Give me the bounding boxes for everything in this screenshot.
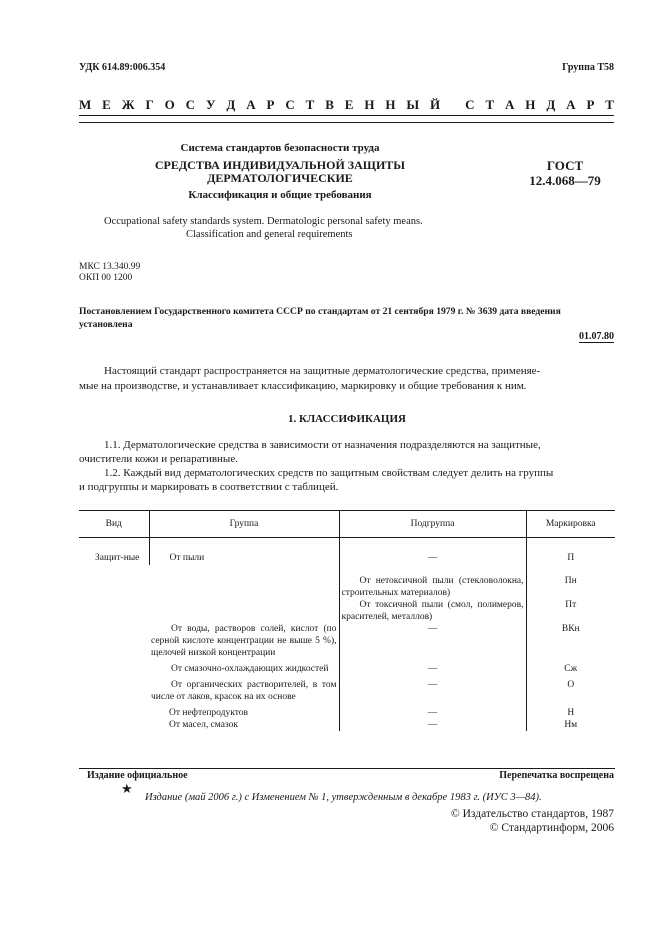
banner-letter: В	[325, 97, 334, 112]
okp-code: ОКП 00 1200	[79, 273, 133, 283]
table-row	[79, 703, 615, 719]
intro-line-2: мые на производстве, и устанавливает классификацию, маркировку и общие требования к ним.	[79, 380, 527, 392]
cell-subgroup: От токсичной пыли (смол, полимеров, красителей, металлов)	[339, 599, 526, 623]
table-row	[79, 719, 615, 731]
cell-group: От нефтепродуктов	[169, 707, 248, 718]
banner-letter: А	[505, 97, 515, 112]
table-row	[79, 599, 615, 623]
cell-vid: Защит-ные	[95, 553, 140, 563]
cell-marking: Пн	[526, 565, 615, 599]
gost-number: 12.4.068—79	[529, 173, 601, 188]
banner-letter: Д	[546, 97, 556, 112]
star-icon: ★	[121, 781, 133, 796]
english-title-2: Classification and general requirements	[186, 229, 353, 240]
banner-letter: Т	[605, 97, 614, 112]
cell-group: От пыли	[149, 538, 339, 565]
cell-marking: Н	[526, 703, 615, 719]
title-line-1: СРЕДСТВА ИНДИВИДУАЛЬНОЙ ЗАЩИТЫ	[154, 158, 406, 172]
banner-letter: С	[285, 97, 295, 112]
paragraph-1-2-line-1: 1.2. Каждый вид дерматологических средств по защитным свойствам следует делить на группы	[104, 467, 554, 479]
header-marking: Маркировка	[526, 511, 615, 538]
cell-subgroup: —	[339, 675, 526, 703]
cell-marking: Пт	[526, 599, 615, 623]
mks-code: МКС 13.340.99	[79, 262, 141, 272]
cell-subgroup: —	[339, 538, 526, 565]
cell-marking: Нм	[526, 719, 615, 731]
title-subtitle: Классификация и общие требования	[188, 189, 372, 201]
banner-letter: М	[79, 97, 92, 112]
paragraph-1-1-line-2: очистители кожи и репаративные.	[79, 453, 238, 465]
header-vid: Вид	[79, 511, 149, 538]
intro-line-1: Настоящий стандарт распространяется на защитные дерматологические средства, применяе-	[104, 365, 541, 377]
official-edition: Издание официальное	[87, 770, 188, 781]
introduction-date: 01.07.80	[579, 331, 614, 342]
cell-subgroup: От нетоксичной пыли (стекловолокна, строительных материалов)	[339, 565, 526, 599]
section-heading: 1. КЛАССИФИКАЦИЯ	[288, 413, 406, 425]
edition-note: Издание (май 2006 г.) с Изменением № 1, утвержденным в декабре 1983 г. (ИУС 3—84).	[145, 792, 542, 803]
banner-letter: Г	[145, 97, 154, 112]
banner-letter: С	[185, 97, 196, 112]
banner-letter: Й	[430, 97, 441, 112]
copyright-publisher: © Издательство стандартов, 1987	[450, 808, 614, 820]
banner-letter: Н	[364, 97, 375, 112]
banner-letter: Н	[525, 97, 536, 112]
banner-letter: С	[465, 97, 475, 112]
udk-code: УДК 614.89:006.354	[79, 62, 166, 73]
cell-group: От смазочно-охлаждающих жидкостей	[171, 663, 329, 674]
table-row	[79, 623, 615, 659]
footer-rule	[79, 768, 615, 769]
reprint-prohibited: Перепечатка воспрещена	[499, 770, 614, 781]
cell-subgroup: —	[339, 719, 526, 731]
banner-letter: А	[246, 97, 256, 112]
banner-letter: Р	[266, 97, 275, 112]
banner-letter: Ж	[121, 97, 135, 112]
header-subgroup: Подгруппа	[339, 511, 526, 538]
table-row	[79, 675, 615, 703]
group-code: Группа Т58	[562, 62, 614, 73]
banner-letter: У	[205, 97, 216, 112]
banner-letter: А	[566, 97, 576, 112]
gost-label: ГОСТ	[546, 158, 584, 173]
interstate-standard-banner	[79, 97, 614, 116]
table-row	[79, 659, 615, 675]
decree-line-2: установлена	[79, 319, 133, 330]
banner-letter: Т	[305, 97, 315, 112]
banner-letter: Е	[344, 97, 354, 112]
cell-marking: О	[526, 675, 615, 703]
banner-rule	[79, 122, 614, 123]
cell-marking: Сж	[526, 659, 615, 675]
cell-group: От воды, растворов солей, кислот (по серной кислоте концентрации не выше 5 %), щелочей низкой концентрации	[151, 623, 337, 658]
cell-group: От органических растворителей, в том числе от лаков, красок на их основе	[151, 679, 337, 702]
header-group: Группа	[149, 511, 339, 538]
title-line-2: ДЕРМАТОЛОГИЧЕСКИЕ	[207, 171, 353, 185]
banner-letter: Т	[485, 97, 495, 112]
standard-system: Система стандартов безопасности труда	[180, 142, 380, 154]
copyright-standartinform: © Стандартинформ, 2006	[489, 822, 614, 834]
banner-letter: Р	[586, 97, 595, 112]
cell-subgroup: —	[339, 703, 526, 719]
banner-letter: Д	[226, 97, 236, 112]
table-row	[79, 565, 615, 599]
banner-letter: Е	[102, 97, 111, 112]
decree-line-1: Постановлением Государственного комитета СССР по стандартам от 21 сентября 1979 г. № 3639 дата введения	[79, 306, 561, 317]
classification-table	[79, 510, 615, 731]
cell-group: От масел, смазок	[169, 719, 239, 730]
cell-subgroup: —	[339, 623, 526, 659]
cell-marking: ВКн	[526, 623, 615, 659]
cell-group	[149, 599, 339, 623]
cell-marking: П	[526, 538, 615, 565]
banner-letter: Ы	[406, 97, 420, 112]
banner-letter: О	[164, 97, 175, 112]
paragraph-1-2-line-2: и подгруппы и маркировать в соответствии с таблицей.	[79, 481, 339, 493]
cell-group	[149, 565, 339, 599]
cell-subgroup: —	[339, 659, 526, 675]
table-header-row	[79, 511, 615, 538]
banner-letter	[451, 97, 454, 113]
table-row	[79, 538, 615, 565]
paragraph-1-1-line-1: 1.1. Дерматологические средства в зависимости от назначения подразделяются на защитные,	[104, 439, 541, 451]
banner-letter: Н	[385, 97, 396, 112]
english-title-1: Occupational safety standards system. Dermatologic personal safety means.	[104, 216, 423, 227]
